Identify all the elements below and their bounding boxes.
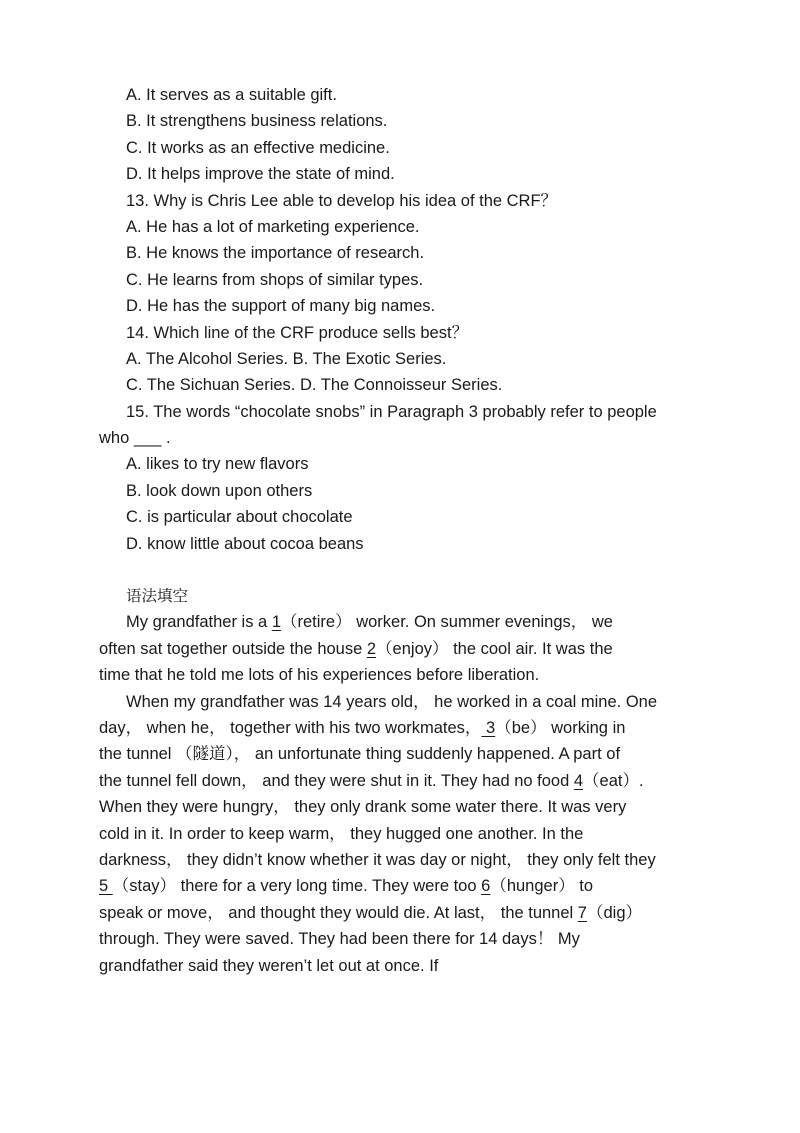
q15-option-d: D. know little about cocoa beans: [126, 534, 364, 553]
text: to: [574, 877, 594, 896]
hint-6: （hunger）: [490, 877, 575, 896]
hint-5: （stay）: [112, 877, 177, 896]
text: worker. On summer evenings， we: [351, 613, 613, 632]
q13-option-a: A. He has a lot of marketing experience.: [126, 217, 420, 236]
q14-stem: 14. Which line of the CRF produce sells best？: [126, 323, 469, 342]
p2-line2: [99, 715, 704, 741]
hint-7: （dig）: [586, 903, 643, 922]
text: often sat together outside the house: [99, 639, 367, 658]
text: working in: [546, 718, 626, 737]
blank-3: 3: [481, 718, 496, 737]
q12-option-d: D. It helps improve the state of mind.: [126, 165, 395, 184]
text: the cool air. It was the: [448, 639, 613, 658]
text: day， when he， together with his two workmates，: [99, 718, 482, 737]
p2-line5: When they were hungry， they only drank some water there. It was very: [99, 798, 627, 817]
hint-2: （enjoy）: [376, 639, 449, 658]
blank-7: 7: [577, 903, 587, 922]
p2-line6: cold in it. In order to keep warm， they hugged one another. In the: [99, 824, 584, 843]
q14-options-cd: C. The Sichuan Series. D. The Connoisseur Series.: [126, 376, 503, 395]
blank-6: 6: [481, 877, 491, 896]
q13-option-c: C. He learns from shops of similar types.: [126, 270, 424, 289]
q13-option-d: D. He has the support of many big names.: [126, 297, 436, 316]
p2-line3: the tunnel （隧道）， an unfortunate thing suddenly happened. A part of: [99, 745, 621, 764]
q15-option-a: A. likes to try new flavors: [126, 455, 309, 474]
q15-option-b: B. look down upon others: [126, 481, 313, 500]
blank-2: 2: [366, 639, 377, 658]
text: My grandfather is a: [126, 613, 272, 632]
text: speak or move， and thought they would die. At last， the tunnel: [99, 903, 578, 922]
q15-option-c: C. is particular about chocolate: [126, 508, 353, 527]
p2-line1: When my grandfather was 14 years old， he worked in a coal mine. One: [126, 692, 658, 711]
p1-line3: time that he told me lots of his experiences before liberation.: [99, 666, 540, 685]
p2-line11: grandfather said they weren’t let out at once. If: [99, 956, 439, 975]
p2-line9: [99, 900, 704, 926]
text: there for a very long time. They were too: [176, 877, 482, 896]
blank-5: 5: [99, 877, 113, 896]
p2-line10: through. They were saved. They had been there for 14 days！ My: [99, 930, 580, 949]
p2-line4: [99, 768, 704, 794]
hint-4: （eat）.: [583, 771, 644, 790]
hint-1: （retire）: [281, 613, 352, 632]
q14-options-ab: A. The Alcohol Series. B. The Exotic Series.: [126, 349, 447, 368]
p1-line1: [99, 609, 704, 635]
q12-option-b: B. It strengthens business relations.: [126, 112, 388, 131]
p2-line7: darkness， they didn’t know whether it was day or night， they only felt they: [99, 850, 656, 869]
q12-option-c: C. It works as an effective medicine.: [126, 138, 390, 157]
blank-4: 4: [573, 771, 584, 790]
grammar-heading: 语法填空: [126, 587, 189, 606]
hint-3: （be）: [495, 718, 547, 737]
q15-stem-line1: 15. The words “chocolate snobs” in Paragraph 3 probably refer to people: [126, 402, 657, 421]
text: the tunnel fell down， and they were shut in it. They had no food: [99, 771, 574, 790]
blank-1: 1: [271, 613, 282, 632]
q12-option-a: A. It serves as a suitable gift.: [126, 86, 337, 104]
q13-stem: 13. Why is Chris Lee able to develop his idea of the CRF？: [126, 191, 558, 210]
p1-line2: [99, 636, 704, 662]
p2-line8: [99, 873, 704, 899]
q13-option-b: B. He knows the importance of research.: [126, 244, 425, 263]
section-spacer: [99, 557, 704, 583]
reading-questions: [99, 82, 704, 979]
q15-stem-line2: who ___ .: [99, 429, 171, 448]
